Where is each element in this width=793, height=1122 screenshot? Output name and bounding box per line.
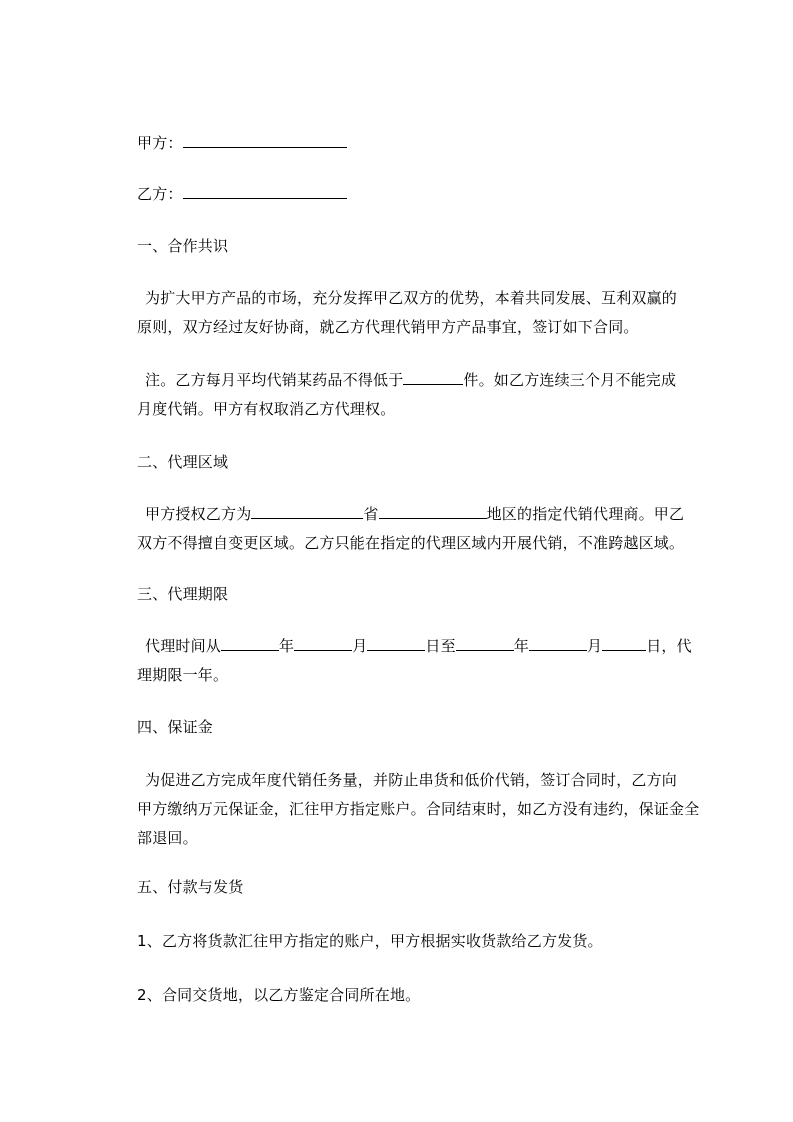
section1-para1-line1: 为扩大甲方产品的市场，充分发挥甲乙双方的优势，本着共同发展、互利双赢的 [145, 289, 678, 307]
term-month1: 月 [352, 637, 368, 655]
party-b-label: 乙方： [137, 185, 183, 203]
term-day2: 日，代 [646, 637, 692, 655]
party-a-blank [183, 131, 347, 148]
term-month2: 月 [587, 637, 603, 655]
end-month-blank [529, 634, 587, 651]
region-text-c: 地区的指定代销代理商。甲乙 [486, 505, 685, 523]
section5-item1: 1、乙方将货款汇往甲方指定的账户，甲方根据实收货款给乙方发货。 [137, 932, 603, 950]
region-text-b: 省 [363, 505, 379, 523]
party-b-line [137, 182, 347, 204]
term-year2: 年 [513, 637, 530, 655]
note-text-a: 注。乙方每月平均代销某药品不得低于 [145, 371, 404, 389]
section1-heading: 一、合作共识 [137, 237, 229, 255]
section4-paragraph [137, 766, 702, 853]
party-a-label: 甲方： [137, 134, 183, 152]
quantity-blank [403, 368, 463, 385]
term-year1: 年 [279, 637, 295, 655]
section3-paragraph [137, 632, 702, 690]
district-blank [379, 502, 487, 519]
term-day1: 日至 [425, 637, 456, 655]
section4-line2: 甲方缴纳万元保证金，汇往甲方指定账户。合同结束时，如乙方没有违约，保证金全 [137, 800, 700, 818]
term-text-a: 代理时间从 [145, 637, 222, 655]
section4-heading: 四、保证金 [137, 718, 214, 736]
region-text-a: 甲方授权乙方为 [145, 505, 252, 523]
section5-item2: 2、合同交货地，以乙方鉴定合同所在地。 [137, 986, 421, 1004]
section3-line2: 理期限一年。 [137, 666, 229, 684]
section4-line1: 为促进乙方完成年度代销任务量，并防止串货和低价代销，签订合同时，乙方向 [145, 771, 678, 789]
note-text-b: 件。如乙方连续三个月不能完成 [463, 371, 677, 389]
start-year-blank [221, 634, 279, 651]
end-year-blank [456, 634, 514, 651]
section1-para1-line2: 原则，双方经过友好协商，就乙方代理代销甲方产品事宜，签订如下合同。 [137, 318, 639, 336]
province-blank [251, 502, 363, 519]
section1-para2-line1 [137, 366, 702, 395]
section2-heading: 二、代理区域 [137, 453, 229, 471]
section5-heading: 五、付款与发货 [137, 878, 244, 896]
section1-paragraph1 [137, 284, 702, 342]
start-month-blank [294, 634, 352, 651]
section3-line1 [137, 632, 702, 661]
party-b-blank [183, 182, 347, 199]
party-a-line [137, 131, 347, 153]
section3-heading: 三、代理期限 [137, 585, 229, 603]
section2-line1 [137, 500, 702, 529]
end-day-blank [602, 634, 646, 651]
section2-paragraph [137, 500, 702, 558]
section1-paragraph2 [137, 366, 702, 424]
section4-line3: 部退回。 [137, 829, 198, 847]
section2-line2: 双方不得擅自变更区域。乙方只能在指定的代理区域内开展代销，不准跨越区域。 [137, 534, 685, 552]
start-day-blank [367, 634, 425, 651]
section1-para2-line2: 月度代销。甲方有权取消乙方代理权。 [137, 400, 396, 418]
